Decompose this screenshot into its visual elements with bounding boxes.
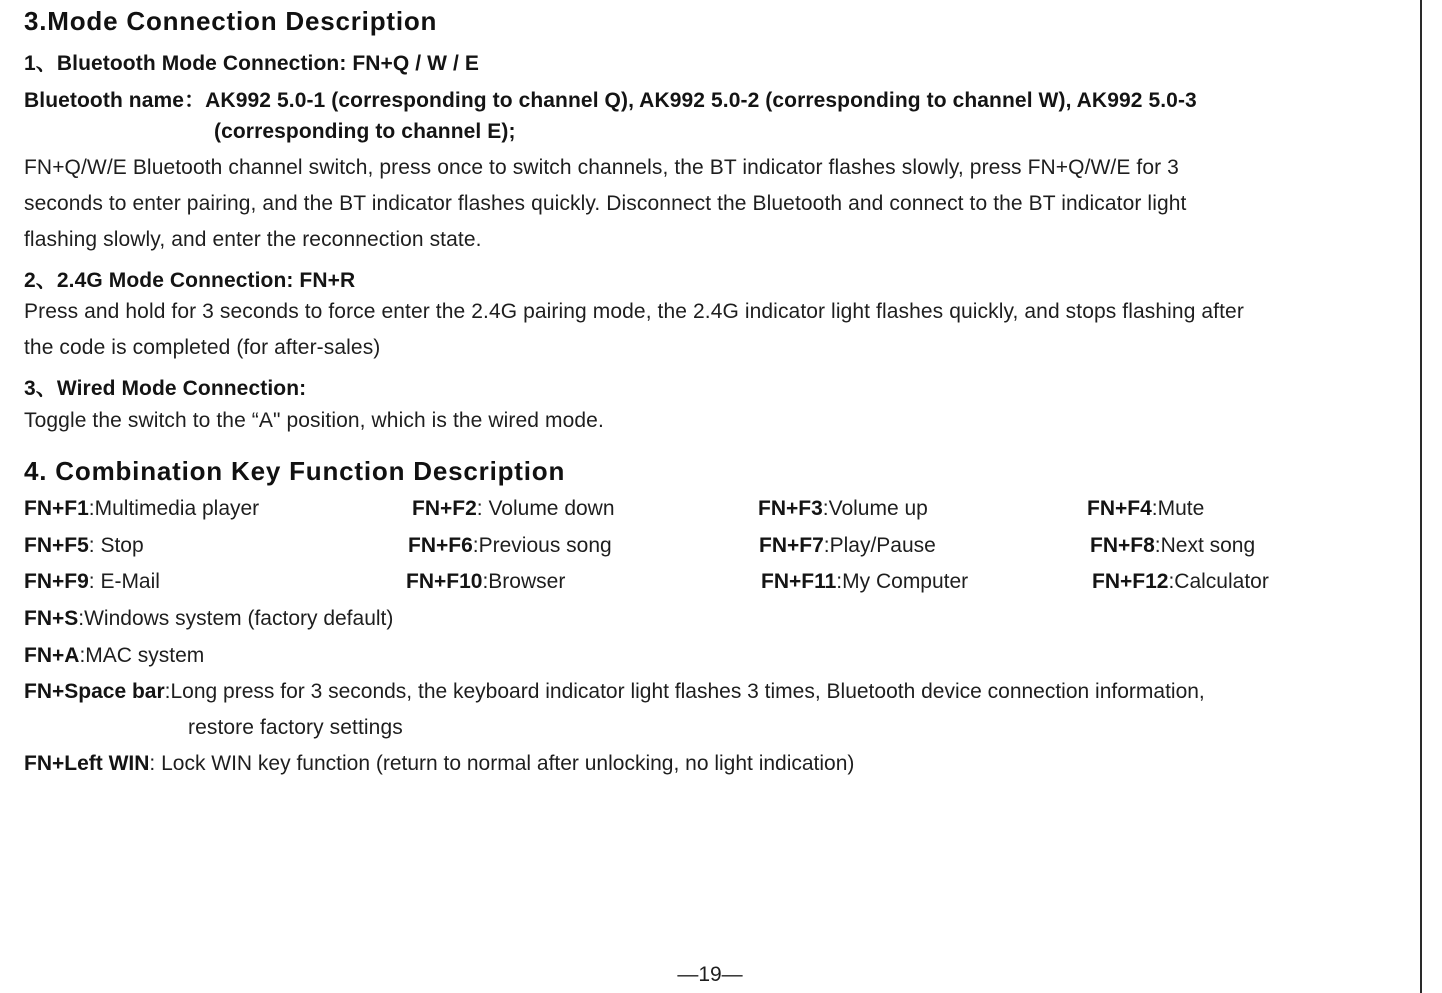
key-label: FN+F7 bbox=[759, 534, 824, 557]
key-desc: Previous song bbox=[478, 534, 612, 557]
key-label: FN+F4 bbox=[1087, 497, 1152, 520]
key-combo-fn-f5 bbox=[24, 534, 144, 558]
key-sep: : bbox=[79, 644, 86, 667]
bluetooth-name-value: AK992 5.0-1 (corresponding to channel Q), AK992 5.0-2 (corresponding to channel W), AK992 5.0-3 bbox=[205, 89, 1197, 112]
key-combo-fn-f1 bbox=[24, 497, 259, 521]
key-sep: : bbox=[476, 497, 483, 520]
key-desc: My Computer bbox=[842, 570, 969, 593]
key-desc: Volume down bbox=[482, 497, 615, 520]
key-label: FN+F12 bbox=[1092, 570, 1169, 593]
key-label: FN+F10 bbox=[406, 570, 483, 593]
key-combo-fn-f9 bbox=[24, 570, 160, 594]
key-desc: MAC system bbox=[85, 644, 205, 667]
key-sep: : bbox=[78, 607, 85, 630]
page-number: —19— bbox=[677, 963, 743, 986]
wired-para: Toggle the switch to the “A" position, which is the wired mode. bbox=[24, 409, 604, 432]
key-combo-fn-a bbox=[24, 644, 204, 668]
key-sep: : bbox=[88, 570, 95, 593]
bluetooth-para-line-3: flashing slowly, and enter the reconnection state. bbox=[24, 228, 482, 251]
key-desc: Stop bbox=[94, 534, 144, 557]
key-label: FN+F2 bbox=[412, 497, 477, 520]
fn-space-desc-continued: restore factory settings bbox=[188, 716, 403, 739]
key-desc: E-Mail bbox=[94, 570, 160, 593]
key-sep: : bbox=[836, 570, 843, 593]
key-label: FN+F11 bbox=[761, 570, 837, 593]
key-sep: : bbox=[823, 534, 830, 557]
key-combo-fn-s bbox=[24, 607, 393, 631]
page-edge-rule bbox=[1420, 0, 1422, 993]
24g-mode-heading: 2、2.4G Mode Connection: FN+R bbox=[24, 269, 356, 292]
key-sep: : bbox=[88, 497, 95, 520]
key-sep: : bbox=[88, 534, 95, 557]
key-label: FN+F6 bbox=[408, 534, 473, 557]
bluetooth-name-label: Bluetooth name： bbox=[24, 89, 206, 112]
section-4-title: 4. Combination Key Function Description bbox=[24, 456, 566, 486]
key-label: FN+Space bar bbox=[24, 680, 165, 703]
key-combo-fn-space bbox=[24, 680, 1205, 704]
key-desc: Calculator bbox=[1174, 570, 1269, 593]
section-3-title: 3.Mode Connection Description bbox=[24, 6, 438, 36]
key-combo-fn-f8 bbox=[1090, 534, 1255, 558]
key-label: FN+F3 bbox=[758, 497, 823, 520]
key-sep: : bbox=[1151, 497, 1158, 520]
key-desc: Next song bbox=[1160, 534, 1256, 557]
key-combo-fn-f11 bbox=[761, 570, 968, 594]
key-sep: : bbox=[149, 752, 156, 775]
key-desc: Long press for 3 seconds, the keyboard indicator light flashes 3 times, Bluetooth device connection information, bbox=[170, 680, 1205, 703]
key-desc: Windows system (factory default) bbox=[84, 607, 394, 630]
key-label: FN+Left WIN bbox=[24, 752, 150, 775]
key-desc: Mute bbox=[1157, 497, 1205, 520]
key-sep: : bbox=[1168, 570, 1175, 593]
key-combo-fn-f10 bbox=[406, 570, 565, 594]
bluetooth-name-value-continued: (corresponding to channel E); bbox=[214, 120, 516, 143]
24g-para-line-1: Press and hold for 3 seconds to force enter the 2.4G pairing mode, the 2.4G indicator light flashes quickly, and stops flashing after bbox=[24, 300, 1244, 323]
24g-para-line-2: the code is completed (for after-sales) bbox=[24, 336, 381, 359]
key-desc: Volume up bbox=[828, 497, 928, 520]
bluetooth-mode-heading: 1、Bluetooth Mode Connection: FN+Q / W / E bbox=[24, 52, 479, 75]
bluetooth-name-line bbox=[24, 84, 1197, 114]
key-sep: : bbox=[1154, 534, 1161, 557]
key-combo-fn-f4 bbox=[1087, 497, 1204, 521]
key-combo-fn-f7 bbox=[759, 534, 936, 558]
key-combo-fn-left-win bbox=[24, 752, 854, 776]
key-combo-fn-f6 bbox=[408, 534, 612, 558]
key-label: FN+F8 bbox=[1090, 534, 1155, 557]
key-desc: Multimedia player bbox=[94, 497, 260, 520]
bluetooth-para-line-1: FN+Q/W/E Bluetooth channel switch, press once to switch channels, the BT indicator flashes slowly, press FN+Q/W/E for 3 bbox=[24, 156, 1179, 179]
key-desc: Browser bbox=[488, 570, 566, 593]
key-sep: : bbox=[164, 680, 171, 703]
key-sep: : bbox=[472, 534, 479, 557]
key-label: FN+S bbox=[24, 607, 79, 630]
key-combo-fn-f12 bbox=[1092, 570, 1269, 594]
key-combo-fn-f2 bbox=[412, 497, 615, 521]
key-desc: Lock WIN key function (return to normal after unlocking, no light indication) bbox=[155, 752, 855, 775]
key-combo-fn-f3 bbox=[758, 497, 928, 521]
key-sep: : bbox=[822, 497, 829, 520]
key-desc: Play/Pause bbox=[829, 534, 936, 557]
key-label: FN+A bbox=[24, 644, 80, 667]
key-label: FN+F9 bbox=[24, 570, 89, 593]
bluetooth-para-line-2: seconds to enter pairing, and the BT indicator flashes quickly. Disconnect the Bluetooth and connect to the BT indicator light bbox=[24, 192, 1187, 215]
key-label: FN+F1 bbox=[24, 497, 89, 520]
key-sep: : bbox=[482, 570, 489, 593]
key-label: FN+F5 bbox=[24, 534, 89, 557]
wired-mode-heading: 3、Wired Mode Connection: bbox=[24, 377, 307, 400]
